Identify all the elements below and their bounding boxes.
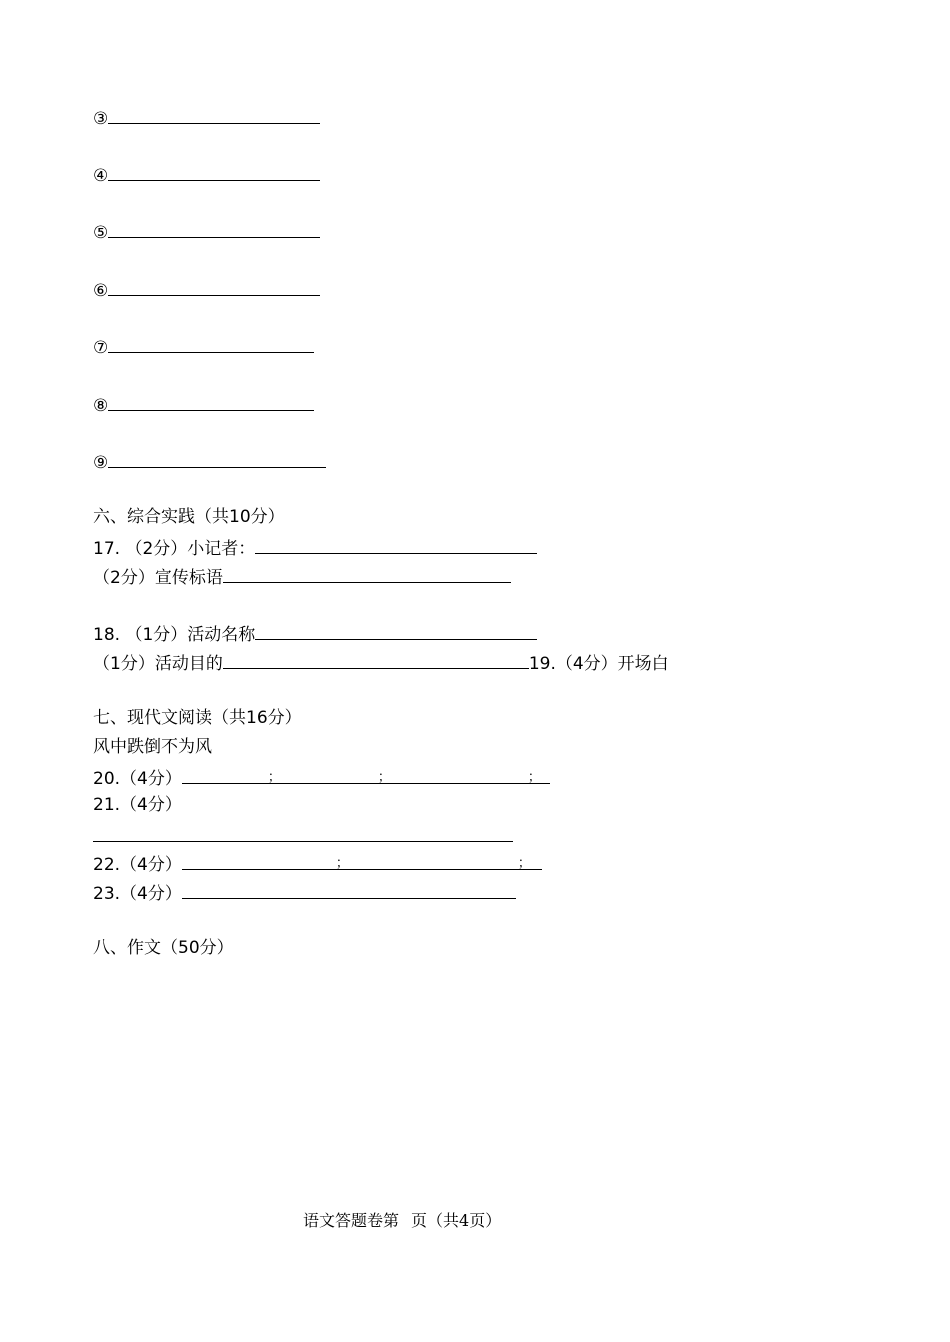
question-21: 21.（4分）: [93, 795, 182, 815]
circle-label: ④: [93, 166, 109, 186]
page-footer: [303, 1208, 501, 1231]
answer-line-6: [93, 277, 320, 302]
answer-blank[interactable]: [223, 650, 529, 669]
answer-blank[interactable]: [255, 535, 537, 554]
question-label: 20.（4分）: [93, 769, 182, 789]
answer-blank[interactable]: [108, 105, 320, 124]
answer-blank[interactable]: [182, 880, 516, 899]
question-21-answer: [93, 823, 513, 848]
passage-title: 风中跌倒不为风: [93, 737, 212, 757]
answer-blank[interactable]: [182, 765, 550, 784]
circle-label: ⑤: [93, 223, 109, 243]
question-18: [93, 621, 537, 646]
answer-blank[interactable]: [108, 392, 314, 411]
semicolon: ；: [527, 770, 541, 785]
section-8-title: 八、作文（50分）: [93, 938, 234, 958]
semicolon: ；: [517, 856, 531, 871]
question-23: [93, 880, 516, 905]
question-18-b: [93, 650, 669, 675]
question-label: 23.（4分）: [93, 884, 182, 904]
question-label: （1分）活动目的: [93, 654, 223, 674]
question-label: 22.（4分）: [93, 855, 182, 875]
circle-label: ③: [93, 109, 109, 129]
footer-suffix: 页（共4页）: [411, 1211, 502, 1230]
answer-line-4: [93, 162, 320, 187]
answer-blank[interactable]: [108, 219, 320, 238]
question-label: 17. （2分）小记者：: [93, 539, 256, 559]
circle-label: ⑨: [93, 453, 109, 473]
answer-blank[interactable]: [108, 162, 320, 181]
question-20: [93, 765, 550, 790]
answer-line-8: [93, 392, 314, 417]
question-22: [93, 851, 542, 876]
answer-line-3: [93, 105, 320, 130]
question-17-b: [93, 564, 511, 589]
answer-line-5: [93, 219, 320, 244]
question-17: [93, 535, 537, 560]
circle-label: ⑦: [93, 338, 109, 358]
semicolon: ；: [267, 770, 281, 785]
circle-label: ⑥: [93, 281, 109, 301]
section-7-title: 七、现代文阅读（共16分）: [93, 708, 302, 728]
semicolon: ；: [377, 770, 391, 785]
answer-blank[interactable]: [108, 449, 326, 468]
footer-prefix: 语文答题卷第: [303, 1211, 400, 1230]
answer-blank[interactable]: [182, 851, 542, 870]
section-6-title: 六、综合实践（共10分）: [93, 507, 285, 527]
semicolon: ；: [335, 856, 349, 871]
question-label: 18. （1分）活动名称: [93, 625, 256, 645]
answer-blank[interactable]: [108, 334, 314, 353]
question-label: （2分）宣传标语: [93, 568, 223, 588]
answer-blank[interactable]: [255, 621, 537, 640]
answer-blank[interactable]: [108, 277, 320, 296]
answer-line-7: [93, 334, 314, 359]
answer-blank[interactable]: [223, 564, 511, 583]
question-19-label: 19.（4分）开场白: [528, 654, 669, 674]
circle-label: ⑧: [93, 396, 109, 416]
answer-line-9: [93, 449, 326, 474]
answer-blank[interactable]: [93, 823, 513, 842]
